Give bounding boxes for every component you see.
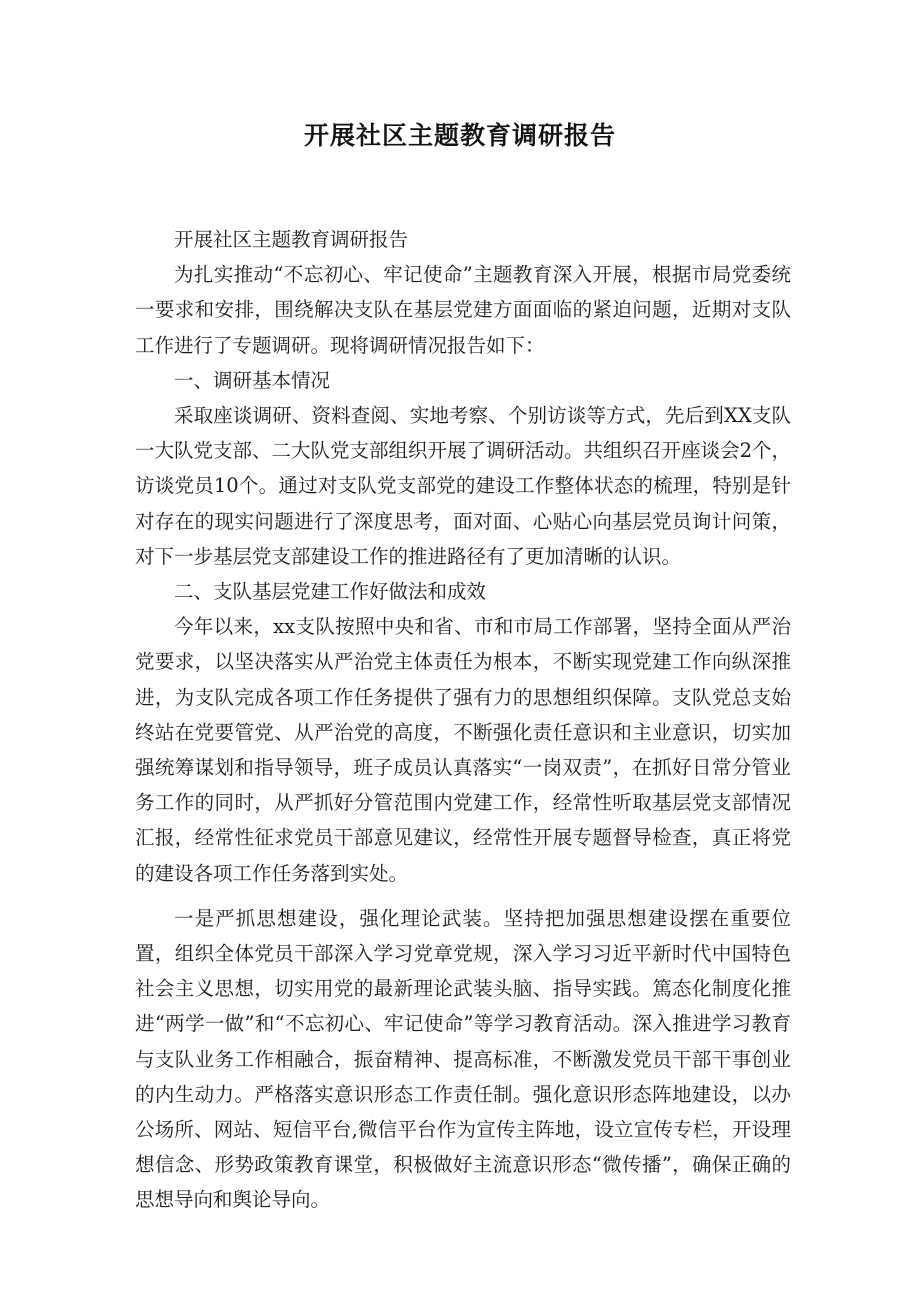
document-title: 开展社区主题教育调研报告 (303, 121, 616, 150)
section-heading-2: 二、支队基层党建工作好做法和成效 (174, 580, 487, 604)
paragraph-subtitle: 开展社区主题教育调研报告 (174, 228, 409, 251)
paragraph-section-1: 采取座谈调研、资料查阅、实地考察、个别访谈等方式，先后到XX支队一大队党支部、二大队党支部组织开展了调研活动。共组织召开座谈会2个，访谈党员10个。通过对支队党支部党的建设工作整体状态的梳理，特别是针对存在的现实问题进行了深度思考，面对面、心贴心向基层党员询计问策，对下一步基层党支部建设工作的推进路径有了更加清晰的认识。 (135, 404, 791, 568)
section-heading-1: 一、调研基本情况 (174, 368, 331, 392)
paragraph-intro: 为扎实推动“不忘初心、牢记使命”主题教育深入开展，根据市局党委统一要求和安排，围绕解决支队在基层党建方面面临的紧迫问题，近期对支队工作进行了专题调研。现将调研情况报告如下： (135, 263, 791, 357)
paragraph-thought-building: 一是严抓思想建设，强化理论武装。坚持把加强思想建设摆在重要位置，组织全体党员干部深入学习党章党规，深入学习习近平新时代中国特色社会主义思想，切实用党的最新理论武装头脑、指导实践。篤态化制度化推进“两学一做”和“不忘初心、牢记使命”等学习教育活动。深入推进学习教育与支队业务工作相融合，振奋精神、提高标准，不断激发党员干部干事创业的内生动力。严格落实意识形态工作责任制。强化意识形态阵地建设，以办公场所、网站、短信平台,微信平台作为宣传主阵地，设立宣传专栏，开设理想信念、形势政策教育课堂，积极做好主流意识形态“微传播”，确保正确的思想导向和舆论导向。 (135, 906, 791, 1212)
paragraph-section-2: 今年以来，xx支队按照中央和省、市和市局工作部署，坚持全面从严治党要求，以坚决落实从严治党主体责任为根本，不断实现党建工作向纵深推进，为支队完成各项工作任务提供了强有力的思想组织保障。支队党总支始终站在党要管党、从严治党的高度，不断强化责任意识和主业意识，切实加强统筹谋划和指导领导，班子成员认真落实“一岗双责”，在抓好日常分管业务工作的同时，从严抓好分管范围内党建工作，经常性听取基层党支部情况汇报，经常性征求党员干部意见建议，经常性开展专题督导检查，真正将党的建设各项工作任务落到实处。 (135, 615, 791, 885)
document-body (135, 222, 791, 1218)
